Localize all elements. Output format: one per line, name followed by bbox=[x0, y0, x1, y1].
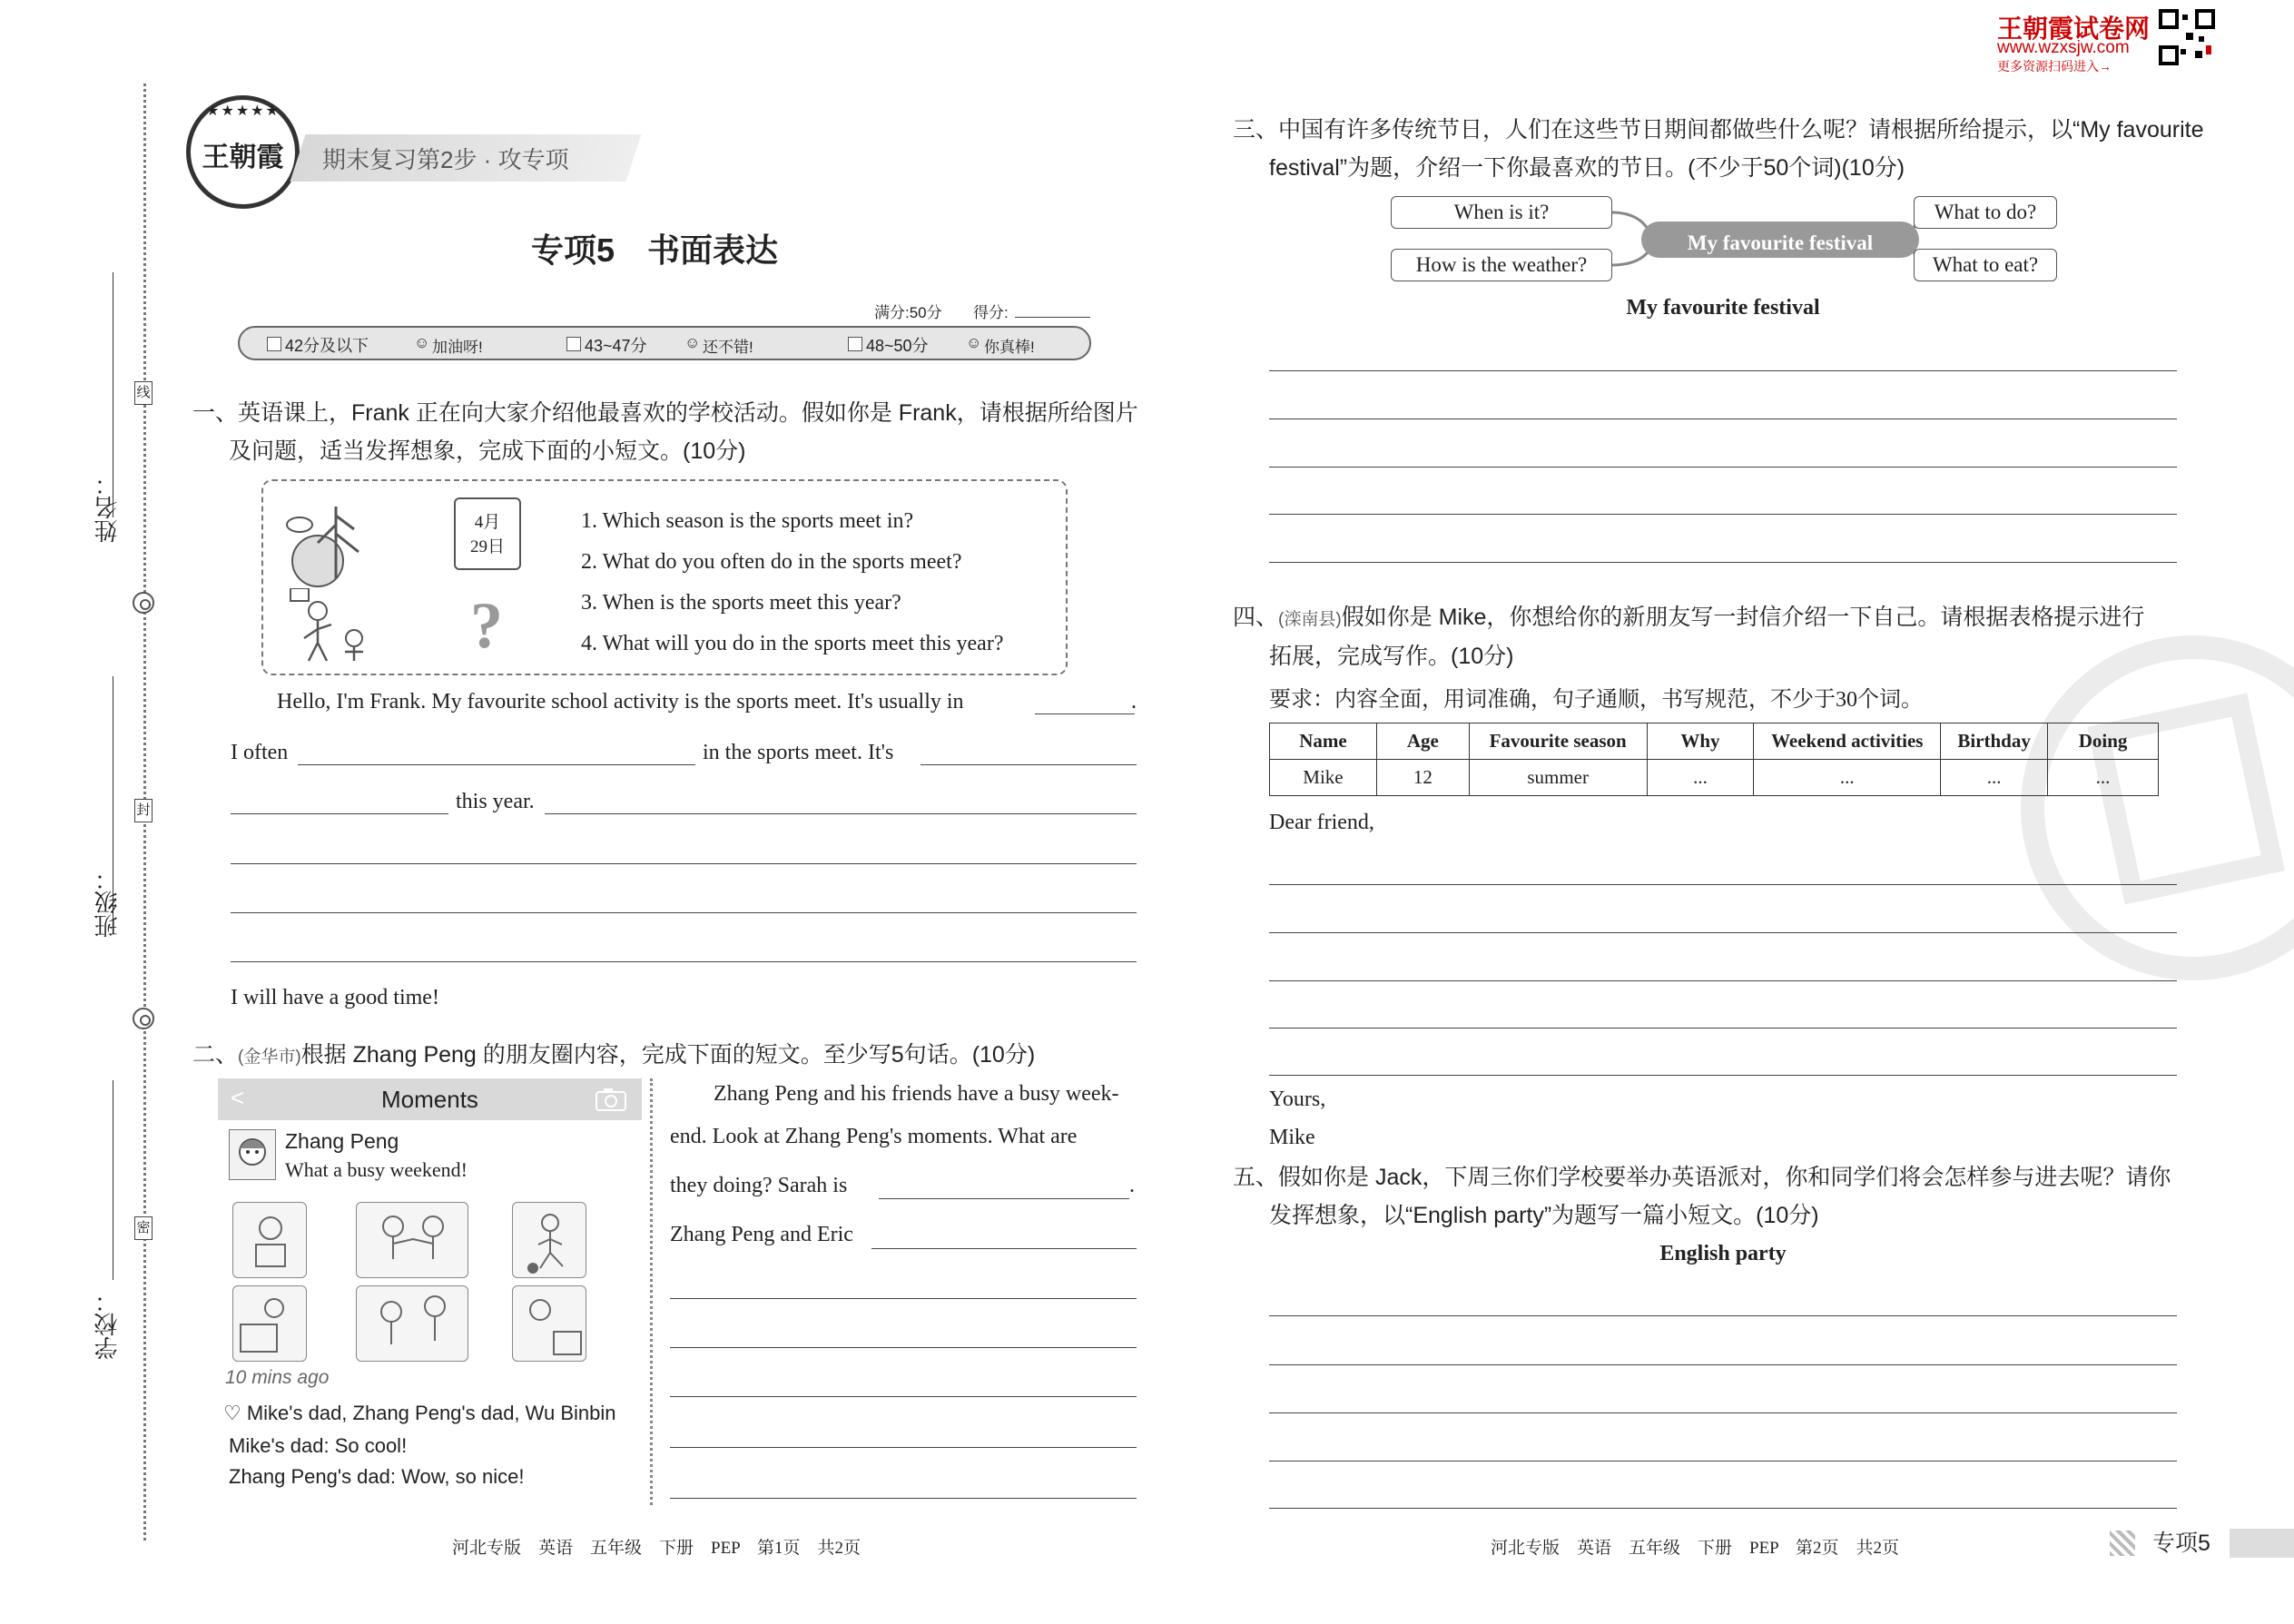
period: . bbox=[1129, 1174, 1135, 1197]
site-url[interactable]: www.wzxsjw.com bbox=[1997, 38, 2130, 57]
camera-icon[interactable] bbox=[595, 1087, 627, 1112]
comment: Zhang Peng's dad: Wow, so nice! bbox=[229, 1465, 525, 1488]
answer-blank[interactable] bbox=[298, 764, 695, 765]
margin-tag-xian: 线 bbox=[134, 381, 153, 405]
answer-blank[interactable] bbox=[921, 764, 1137, 765]
back-icon[interactable]: < bbox=[231, 1084, 245, 1111]
q3-essay-title: My favourite festival bbox=[1626, 296, 1820, 320]
sports-kids-icon bbox=[281, 588, 381, 670]
score-range: 42分及以下 bbox=[285, 337, 369, 355]
answer-blank[interactable] bbox=[871, 1248, 1137, 1249]
answer-line[interactable] bbox=[1269, 1412, 2177, 1413]
moments-title: Moments bbox=[381, 1086, 478, 1113]
answer-line[interactable] bbox=[1269, 514, 2177, 515]
section-badge-text: 专项5 bbox=[2152, 1530, 2210, 1556]
answer-line[interactable] bbox=[1269, 884, 2177, 885]
photo-football bbox=[512, 1202, 586, 1278]
q4-heading bbox=[1233, 598, 2144, 639]
page-title: 专项5 书面表达 bbox=[531, 231, 779, 269]
table-cell: ... bbox=[1941, 760, 2048, 796]
q1-question-1: 1. Which season is the sports meet in? bbox=[581, 509, 914, 533]
comment: Mike's dad: So cool! bbox=[229, 1434, 408, 1457]
answer-line[interactable] bbox=[1269, 980, 2177, 981]
q4-instruction-2: 拓展，完成写作。(10分) bbox=[1269, 644, 1514, 669]
q1-text-start: Hello, I'm Frank. My favourite school activity is the sports meet. It's usually in bbox=[277, 690, 964, 714]
table-header: Doing bbox=[2048, 723, 2159, 760]
full-score: 满分:50分 bbox=[874, 304, 942, 321]
footer-right: 河北专版 英语 五年级 下册 PEP 第2页 共2页 bbox=[1491, 1539, 1900, 1558]
post-time: 10 mins ago bbox=[225, 1367, 330, 1388]
answer-line[interactable] bbox=[1269, 1461, 2177, 1462]
footer-left: 河北专版 英语 五年级 下册 PEP 第1页 共2页 bbox=[452, 1539, 861, 1558]
score-label: 得分: bbox=[973, 304, 1009, 321]
smile-icon: ☺ bbox=[966, 334, 982, 351]
answer-line[interactable] bbox=[670, 1298, 1137, 1299]
answer-line[interactable] bbox=[1269, 932, 2177, 933]
score-bar bbox=[238, 326, 1091, 360]
q4-region: (滦南县) bbox=[1278, 610, 1342, 629]
answer-line[interactable] bbox=[231, 912, 1137, 913]
q2-heading bbox=[192, 1036, 1035, 1077]
answer-line[interactable] bbox=[1269, 418, 2177, 419]
moments-header bbox=[218, 1078, 642, 1120]
series-text: 期末复习第2步 · 攻专项 bbox=[322, 146, 569, 173]
q1-text-often: I often bbox=[231, 741, 289, 764]
q2-text-2: end. Look at Zhang Peng's moments. What are bbox=[670, 1125, 1078, 1148]
mind-map-node: How is the weather? bbox=[1391, 249, 1612, 281]
q2-text-4: Zhang Peng and Eric bbox=[670, 1223, 853, 1246]
q3-instruction-1: 三、中国有许多传统节日，人们在这些节日期间都做些什么呢？请根据所给提示，以“My favourite bbox=[1233, 117, 2204, 143]
score-checkbox[interactable] bbox=[566, 337, 581, 351]
q1-question-2: 2. What do you often do in the sports meet? bbox=[581, 550, 962, 574]
answer-line[interactable] bbox=[1269, 1508, 2177, 1509]
answer-blank[interactable] bbox=[545, 813, 1137, 814]
answer-line[interactable] bbox=[231, 863, 1137, 864]
answer-line[interactable] bbox=[670, 1396, 1137, 1397]
q3-instruction-2: festival”为题，介绍一下你最喜欢的节日。(不少于50个词)(10分) bbox=[1269, 155, 1905, 181]
table-cell: 12 bbox=[1376, 760, 1469, 796]
site-name: 王朝霞试卷网 bbox=[1997, 15, 2151, 43]
table-row bbox=[1270, 760, 2159, 796]
margin-tag-mi: 密 bbox=[134, 1216, 153, 1240]
calendar-icon bbox=[454, 497, 521, 570]
table-header: Name bbox=[1270, 723, 1377, 760]
letter-closing: Yours, bbox=[1269, 1088, 1326, 1111]
period: . bbox=[1131, 690, 1137, 714]
section-badge bbox=[2139, 1529, 2294, 1558]
logo-text: 王朝霞 bbox=[202, 143, 284, 172]
school-label: 学校： bbox=[94, 1289, 121, 1360]
logo-stars: ★★★★★ bbox=[206, 103, 281, 119]
letter-greeting: Dear friend, bbox=[1269, 811, 1374, 834]
q5-essay-title: English party bbox=[1659, 1242, 1787, 1265]
photo-playing bbox=[356, 1285, 468, 1362]
table-header: Birthday bbox=[1941, 723, 2048, 760]
scissors-icon bbox=[133, 592, 154, 614]
info-table bbox=[1269, 723, 2159, 796]
score-range: 43~47分 bbox=[585, 337, 647, 355]
site-note: 更多资源扫码进入→ bbox=[1997, 59, 2112, 74]
score-checkbox[interactable] bbox=[267, 337, 281, 351]
mind-map-node: What to eat? bbox=[1914, 249, 2057, 281]
q1-question-list bbox=[581, 501, 1003, 664]
q5-instruction-2: 发挥想象，以“English party”为题写一篇小短文。(10分) bbox=[1269, 1203, 1819, 1228]
name-label: 姓名： bbox=[94, 472, 121, 543]
calendar-month: 4月 bbox=[474, 513, 501, 532]
q1-text-mid: in the sports meet. It's bbox=[703, 741, 894, 764]
table-header: Weekend activities bbox=[1754, 723, 1941, 760]
q1-instruction-2: 及问题，适当发挥想象，完成下面的小短文。(10分) bbox=[229, 438, 746, 464]
answer-line[interactable] bbox=[670, 1447, 1137, 1448]
q2-text-3: they doing? Sarah is bbox=[670, 1174, 848, 1197]
answer-line[interactable] bbox=[1269, 1364, 2177, 1365]
avatar bbox=[229, 1129, 276, 1180]
score-note: 加油呀! bbox=[432, 339, 483, 356]
score-blank bbox=[1015, 317, 1090, 318]
footer-pattern bbox=[2110, 1530, 2135, 1556]
answer-line[interactable] bbox=[1269, 467, 2177, 468]
heart-icon[interactable]: ♡ bbox=[223, 1402, 247, 1424]
score-note: 你真棒! bbox=[984, 339, 1035, 356]
q1-question-4: 4. What will you do in the sports meet this year? bbox=[581, 632, 1004, 655]
scissors-icon bbox=[133, 1008, 154, 1029]
answer-line[interactable] bbox=[670, 1498, 1137, 1499]
table-cell: ... bbox=[1754, 760, 1941, 796]
answer-line[interactable] bbox=[670, 1347, 1137, 1348]
q1-text-year: this year. bbox=[456, 790, 535, 813]
q2-num: 二、 bbox=[192, 1042, 239, 1068]
q1-instruction-1: 一、英语课上，Frank 正在向大家介绍他最喜欢的学校活动。假如你是 Frank，请根据所给图片 bbox=[192, 400, 1138, 426]
table-header: Age bbox=[1376, 723, 1469, 760]
q4-instruction: 假如你是 Mike，你想给你的新朋友写一封信介绍一下自己。请根据表格提示进行 bbox=[1341, 605, 2145, 630]
score-range: 48~50分 bbox=[866, 337, 929, 355]
mind-map-node: What to do? bbox=[1914, 196, 2057, 229]
q1-question-3: 3. When is the sports meet this year? bbox=[581, 591, 901, 615]
q1-text-end: I will have a good time! bbox=[231, 986, 439, 1009]
likes-text: Mike's dad, Zhang Peng's dad, Wu Binbin bbox=[246, 1402, 616, 1424]
class-label: 班级： bbox=[94, 867, 121, 938]
table-header: Why bbox=[1647, 723, 1754, 760]
answer-line[interactable] bbox=[1269, 562, 2177, 563]
mind-map-node: When is it? bbox=[1391, 196, 1612, 229]
table-cell: ... bbox=[1647, 760, 1754, 796]
answer-line[interactable] bbox=[1269, 1028, 2177, 1029]
post-likes bbox=[223, 1402, 616, 1425]
brand-logo bbox=[186, 95, 300, 209]
answer-line[interactable] bbox=[1269, 1075, 2177, 1076]
answer-blank[interactable] bbox=[879, 1198, 1129, 1199]
answer-blank[interactable] bbox=[231, 813, 448, 814]
table-header: Favourite season bbox=[1469, 723, 1647, 760]
smile-icon: ☺ bbox=[684, 334, 701, 351]
table-cell: summer bbox=[1469, 760, 1647, 796]
smile-icon: ☺ bbox=[414, 334, 430, 351]
q2-text-1: Zhang Peng and his friends have a busy week- bbox=[714, 1082, 1119, 1106]
answer-line[interactable] bbox=[1269, 1315, 2177, 1316]
q4-requirement: 要求：内容全面，用词准确，句子通顺，书写规范，不少于30个词。 bbox=[1269, 688, 1923, 712]
calendar-day: 29日 bbox=[469, 537, 505, 556]
photo-drawing bbox=[512, 1285, 586, 1362]
question-mark-icon: ? bbox=[470, 589, 503, 662]
column-divider bbox=[650, 1078, 653, 1505]
autumn-tree-icon bbox=[281, 497, 381, 588]
score-note: 还不错! bbox=[703, 339, 753, 356]
table-header-row bbox=[1270, 723, 2159, 760]
post-user: Zhang Peng bbox=[285, 1129, 399, 1153]
photo-kungfu bbox=[356, 1202, 468, 1278]
answer-line[interactable] bbox=[231, 961, 1137, 962]
q1-picture-box bbox=[261, 479, 1068, 675]
q5-instruction-1: 五、假如你是 Jack，下周三你们学校要举办英语派对，你和同学们将会怎样参与进去呢？请你 bbox=[1233, 1165, 2171, 1190]
photo-cooking bbox=[232, 1285, 307, 1362]
photo-reading bbox=[232, 1202, 307, 1278]
letter-signature: Mike bbox=[1269, 1126, 1315, 1149]
table-cell: Mike bbox=[1270, 760, 1377, 796]
post-text: What a busy weekend! bbox=[285, 1158, 468, 1181]
margin-tag-feng: 封 bbox=[134, 799, 153, 822]
mind-map-center: My favourite festival bbox=[1687, 231, 1874, 254]
qr-code-icon[interactable] bbox=[2159, 9, 2215, 65]
table-cell: ... bbox=[2048, 760, 2159, 796]
q2-instruction: 根据 Zhang Peng 的朋友圈内容，完成下面的短文。至少写5句话。(10分) bbox=[300, 1042, 1036, 1068]
q2-region: (金华市) bbox=[238, 1048, 301, 1067]
score-checkbox[interactable] bbox=[848, 337, 862, 351]
answer-line[interactable] bbox=[1269, 370, 2177, 371]
q4-num: 四、 bbox=[1233, 605, 1279, 630]
